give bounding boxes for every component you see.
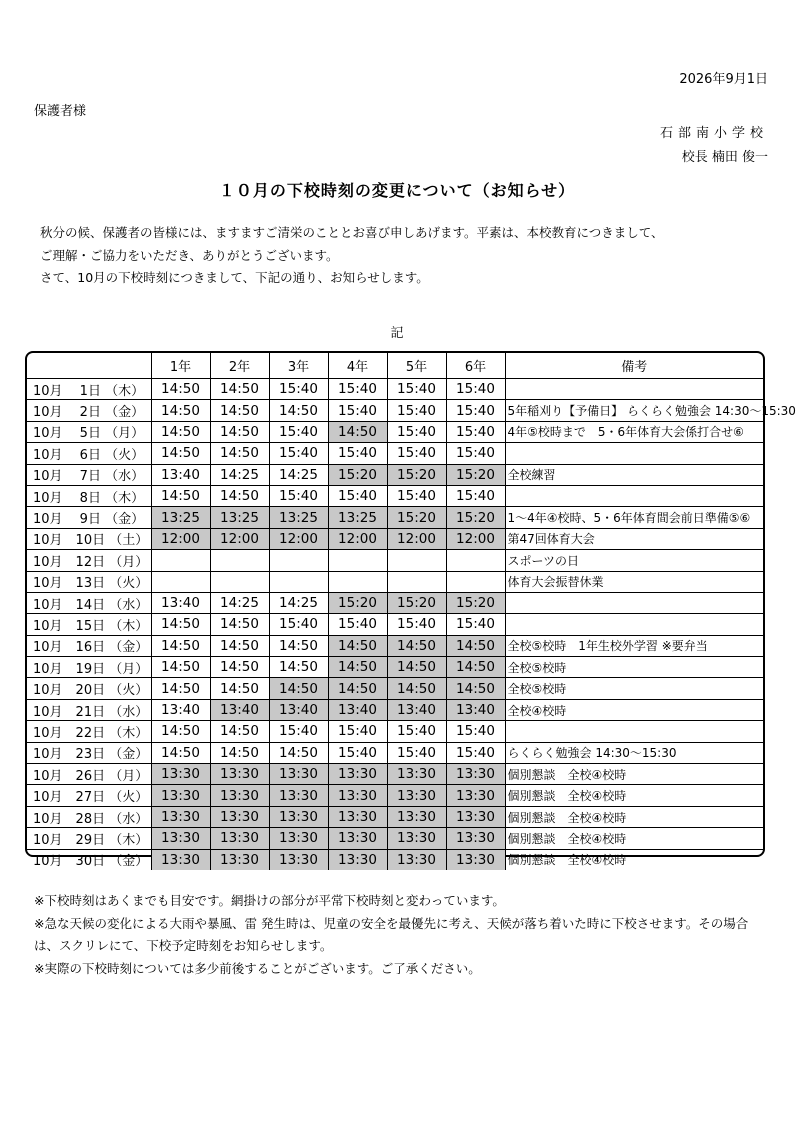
time-grade-6: 15:40 (446, 421, 505, 442)
row-date: 10月 29日 （木） (27, 828, 151, 849)
row-note: 個別懇談 全校④校時 (505, 785, 763, 806)
schedule-table (27, 353, 796, 870)
time-grade-5: 15:40 (387, 379, 446, 400)
time-grade-5: 13:40 (387, 699, 446, 720)
time-grade-5 (387, 571, 446, 592)
table-row (27, 785, 763, 806)
row-date: 10月 14日 （水） (27, 592, 151, 613)
row-note: 全校④校時 (505, 699, 763, 720)
intro-line: ご理解・ご協力をいただき、ありがとうございます。 (40, 247, 339, 263)
time-grade-6: 12:00 (446, 528, 505, 549)
time-grade-1: 13:30 (151, 806, 210, 827)
table-row (27, 507, 763, 528)
time-grade-3: 15:40 (269, 421, 328, 442)
footer-line: ※実際の下校時刻については多少前後することがございます。ご了承ください。 (34, 960, 481, 976)
time-grade-2: 14:50 (210, 742, 269, 763)
time-grade-6: 13:40 (446, 699, 505, 720)
header-grade-3: 3年 (269, 353, 328, 379)
time-grade-2: 14:50 (210, 657, 269, 678)
time-grade-5: 13:30 (387, 806, 446, 827)
time-grade-3: 15:40 (269, 485, 328, 506)
time-grade-6: 13:30 (446, 849, 505, 870)
time-grade-5: 14:50 (387, 635, 446, 656)
time-grade-3 (269, 550, 328, 571)
row-date: 10月 20日 （火） (27, 678, 151, 699)
time-grade-6: 15:40 (446, 721, 505, 742)
time-grade-4: 15:20 (328, 464, 387, 485)
intro-paragraph (40, 222, 770, 290)
time-grade-3: 13:25 (269, 507, 328, 528)
time-grade-2: 13:25 (210, 507, 269, 528)
row-date: 10月 13日 （火） (27, 571, 151, 592)
time-grade-2: 14:50 (210, 721, 269, 742)
document-date: 2026年9月1日 (679, 72, 768, 87)
time-grade-1: 13:40 (151, 464, 210, 485)
time-grade-6 (446, 571, 505, 592)
row-date: 10月 10日 （土） (27, 528, 151, 549)
time-grade-4: 13:30 (328, 828, 387, 849)
time-grade-1: 14:50 (151, 421, 210, 442)
time-grade-3: 15:40 (269, 721, 328, 742)
time-grade-5: 15:20 (387, 592, 446, 613)
table-row (27, 528, 763, 549)
time-grade-4: 14:50 (328, 421, 387, 442)
time-grade-6: 15:40 (446, 443, 505, 464)
time-grade-4: 14:50 (328, 635, 387, 656)
row-note (505, 379, 763, 400)
time-grade-5: 15:40 (387, 443, 446, 464)
time-grade-5: 15:40 (387, 614, 446, 635)
row-date: 10月 21日 （水） (27, 699, 151, 720)
row-note: 個別懇談 全校④校時 (505, 849, 763, 870)
time-grade-4: 15:20 (328, 592, 387, 613)
time-grade-1: 14:50 (151, 742, 210, 763)
time-grade-5: 14:50 (387, 657, 446, 678)
time-grade-1: 14:50 (151, 379, 210, 400)
table-row (27, 657, 763, 678)
time-grade-5: 13:30 (387, 764, 446, 785)
ki-heading: 記 (390, 326, 404, 341)
time-grade-2: 14:50 (210, 421, 269, 442)
principal-name: 校長 楠田 俊一 (681, 150, 768, 165)
header-notes: 備考 (505, 353, 763, 379)
time-grade-4: 13:30 (328, 764, 387, 785)
header-date (27, 353, 151, 379)
row-date: 10月 1日 （木） (27, 379, 151, 400)
row-note: 体育大会振替休業 (505, 571, 763, 592)
time-grade-1: 13:30 (151, 764, 210, 785)
document-title: １０月の下校時刻の変更について（お知らせ） (218, 181, 576, 200)
time-grade-6: 14:50 (446, 678, 505, 699)
footer-line: ※下校時刻はあくまでも目安です。網掛けの部分が平常下校時刻と変わっています。 (34, 893, 505, 908)
time-grade-6: 13:30 (446, 785, 505, 806)
header-grade-2: 2年 (210, 353, 269, 379)
time-grade-3: 13:30 (269, 785, 328, 806)
time-grade-3: 13:30 (269, 764, 328, 785)
row-note: 第47回体育大会 (505, 528, 763, 549)
row-date: 10月 26日 （月） (27, 764, 151, 785)
table-row (27, 678, 763, 699)
time-grade-2 (210, 571, 269, 592)
intro-line: さて、10月の下校時刻につきまして、下記の通り、お知らせします。 (40, 270, 429, 285)
time-grade-3: 15:40 (269, 443, 328, 464)
time-grade-1: 13:30 (151, 828, 210, 849)
time-grade-3: 15:40 (269, 614, 328, 635)
row-date: 10月 2日 （金） (27, 400, 151, 421)
table-row (27, 550, 763, 571)
row-note (505, 721, 763, 742)
time-grade-1: 13:40 (151, 699, 210, 720)
row-note: 個別懇談 全校④校時 (505, 764, 763, 785)
time-grade-3: 13:40 (269, 699, 328, 720)
time-grade-3: 13:30 (269, 849, 328, 870)
time-grade-4: 15:40 (328, 721, 387, 742)
row-note: 全校⑤校時 1年生校外学習 ※要弁当 (505, 635, 763, 656)
time-grade-3: 15:40 (269, 379, 328, 400)
time-grade-4: 13:30 (328, 806, 387, 827)
time-grade-1: 13:40 (151, 592, 210, 613)
time-grade-6: 13:30 (446, 806, 505, 827)
header-grade-6: 6年 (446, 353, 505, 379)
table-row (27, 806, 763, 827)
time-grade-6: 15:20 (446, 592, 505, 613)
table-row (27, 764, 763, 785)
time-grade-2: 13:30 (210, 849, 269, 870)
row-date: 10月 15日 （木） (27, 614, 151, 635)
table-row (27, 464, 763, 485)
time-grade-4: 15:40 (328, 379, 387, 400)
time-grade-2: 13:30 (210, 785, 269, 806)
time-grade-5: 15:40 (387, 421, 446, 442)
time-grade-6: 15:40 (446, 485, 505, 506)
time-grade-4: 12:00 (328, 528, 387, 549)
time-grade-4: 15:40 (328, 485, 387, 506)
row-note: 4年⑤校時まで 5・6年体育大会係打合せ⑥ (505, 421, 763, 442)
time-grade-1: 14:50 (151, 678, 210, 699)
table-row (27, 443, 763, 464)
table-row (27, 571, 763, 592)
time-grade-2: 13:30 (210, 764, 269, 785)
time-grade-4: 14:50 (328, 678, 387, 699)
time-grade-3: 13:30 (269, 828, 328, 849)
row-note (505, 614, 763, 635)
time-grade-1: 13:25 (151, 507, 210, 528)
row-date: 10月 12日 （月） (27, 550, 151, 571)
schedule-body (27, 379, 796, 870)
time-grade-2: 14:50 (210, 635, 269, 656)
time-grade-1: 14:50 (151, 485, 210, 506)
time-grade-1: 13:30 (151, 849, 210, 870)
row-note: 全校⑤校時 (505, 657, 763, 678)
time-grade-6: 15:40 (446, 742, 505, 763)
row-date: 10月 8日 （木） (27, 485, 151, 506)
time-grade-2: 14:50 (210, 485, 269, 506)
table-header-row (27, 353, 763, 379)
time-grade-5: 14:50 (387, 678, 446, 699)
time-grade-6: 15:20 (446, 507, 505, 528)
row-note: 1～4年④校時、5・6年体育間会前日準備⑤⑥ (505, 507, 763, 528)
time-grade-5: 15:20 (387, 507, 446, 528)
row-date: 10月 30日 （金） (27, 849, 151, 870)
time-grade-3: 14:50 (269, 400, 328, 421)
time-grade-5: 13:30 (387, 785, 446, 806)
row-date: 10月 23日 （金） (27, 742, 151, 763)
time-grade-5: 15:40 (387, 400, 446, 421)
table-row (27, 614, 763, 635)
time-grade-3: 14:50 (269, 635, 328, 656)
table-row (27, 592, 763, 613)
table-row (27, 485, 763, 506)
time-grade-6: 15:20 (446, 464, 505, 485)
time-grade-2: 13:30 (210, 828, 269, 849)
time-grade-3: 13:30 (269, 806, 328, 827)
time-grade-4: 15:40 (328, 742, 387, 763)
row-note: 全校⑤校時 (505, 678, 763, 699)
row-note: 全校練習 (505, 464, 763, 485)
footer-line: は、スクリレにて、下校予定時刻をお知らせします。 (34, 938, 333, 953)
time-grade-4: 13:25 (328, 507, 387, 528)
time-grade-6: 14:50 (446, 635, 505, 656)
time-grade-3: 14:50 (269, 678, 328, 699)
time-grade-2: 14:50 (210, 379, 269, 400)
addressee: 保護者様 (34, 104, 87, 119)
intro-line: 秋分の候、保護者の皆様には、ますますご清栄のこととお喜び申しあげます。平素は、本校教育につきまして、 (40, 225, 664, 240)
time-grade-3: 14:25 (269, 592, 328, 613)
time-grade-1: 14:50 (151, 400, 210, 421)
row-date: 10月 6日 （火） (27, 443, 151, 464)
time-grade-2: 14:25 (210, 464, 269, 485)
time-grade-1 (151, 550, 210, 571)
time-grade-1: 12:00 (151, 528, 210, 549)
time-grade-2: 13:40 (210, 699, 269, 720)
time-grade-4: 15:40 (328, 614, 387, 635)
time-grade-6: 13:30 (446, 764, 505, 785)
time-grade-4: 14:50 (328, 657, 387, 678)
time-grade-4: 13:30 (328, 849, 387, 870)
time-grade-5: 13:30 (387, 828, 446, 849)
time-grade-6: 13:30 (446, 828, 505, 849)
table-row (27, 849, 763, 870)
footer-line: ※急な天候の変化による大雨や暴風、雷 発生時は、児童の安全を最優先に考え、天候が落ち着いた時に下校させます。その場合 (34, 915, 749, 931)
table-row (27, 721, 763, 742)
time-grade-1: 14:50 (151, 657, 210, 678)
time-grade-1: 14:50 (151, 635, 210, 656)
time-grade-5: 15:40 (387, 485, 446, 506)
time-grade-1: 14:50 (151, 721, 210, 742)
time-grade-2: 14:50 (210, 443, 269, 464)
schedule-table-frame (25, 351, 796, 870)
row-date: 10月 27日 （火） (27, 785, 151, 806)
time-grade-2: 13:30 (210, 806, 269, 827)
time-grade-4: 13:40 (328, 699, 387, 720)
time-grade-1: 13:30 (151, 785, 210, 806)
time-grade-3: 14:50 (269, 657, 328, 678)
time-grade-4 (328, 571, 387, 592)
time-grade-4: 15:40 (328, 443, 387, 464)
table-row (27, 421, 763, 442)
time-grade-3: 12:00 (269, 528, 328, 549)
row-date: 10月 5日 （月） (27, 421, 151, 442)
row-note: 個別懇談 全校④校時 (505, 806, 763, 827)
row-note (505, 443, 763, 464)
time-grade-4: 15:40 (328, 400, 387, 421)
footer-notes (34, 890, 769, 980)
time-grade-4: 13:30 (328, 785, 387, 806)
row-note: らくらく勉強会 14:30～15:30 (505, 742, 763, 763)
time-grade-6: 15:40 (446, 400, 505, 421)
row-note: 5年稲刈り【予備日】 らくらく勉強会 14:30～15:30 (505, 400, 763, 421)
time-grade-6 (446, 550, 505, 571)
header-grade-1: 1年 (151, 353, 210, 379)
time-grade-6: 14:50 (446, 657, 505, 678)
time-grade-5: 12:00 (387, 528, 446, 549)
table-row (27, 379, 763, 400)
time-grade-3 (269, 571, 328, 592)
table-row (27, 699, 763, 720)
time-grade-3: 14:25 (269, 464, 328, 485)
time-grade-1: 14:50 (151, 614, 210, 635)
time-grade-2: 12:00 (210, 528, 269, 549)
table-row (27, 400, 763, 421)
time-grade-1: 14:50 (151, 443, 210, 464)
row-date: 10月 28日 （水） (27, 806, 151, 827)
time-grade-5: 15:40 (387, 721, 446, 742)
header-grade-4: 4年 (328, 353, 387, 379)
time-grade-5: 13:30 (387, 849, 446, 870)
row-date: 10月 19日 （月） (27, 657, 151, 678)
table-row (27, 635, 763, 656)
row-date: 10月 22日 （木） (27, 721, 151, 742)
header-grade-5: 5年 (387, 353, 446, 379)
time-grade-4 (328, 550, 387, 571)
time-grade-2: 14:50 (210, 678, 269, 699)
row-note: スポーツの日 (505, 550, 763, 571)
time-grade-2: 14:50 (210, 614, 269, 635)
time-grade-1 (151, 571, 210, 592)
row-date: 10月 16日 （金） (27, 635, 151, 656)
row-date: 10月 7日 （水） (27, 464, 151, 485)
row-note (505, 592, 763, 613)
time-grade-5: 15:20 (387, 464, 446, 485)
time-grade-3: 14:50 (269, 742, 328, 763)
time-grade-6: 15:40 (446, 614, 505, 635)
time-grade-5: 15:40 (387, 742, 446, 763)
time-grade-2: 14:25 (210, 592, 269, 613)
row-note (505, 485, 763, 506)
time-grade-5 (387, 550, 446, 571)
row-date: 10月 9日 （金） (27, 507, 151, 528)
school-name: 石部南小学校 (659, 126, 768, 141)
time-grade-6: 15:40 (446, 379, 505, 400)
table-row (27, 828, 763, 849)
table-row (27, 742, 763, 763)
time-grade-2: 14:50 (210, 400, 269, 421)
row-note: 個別懇談 全校④校時 (505, 828, 763, 849)
time-grade-2 (210, 550, 269, 571)
